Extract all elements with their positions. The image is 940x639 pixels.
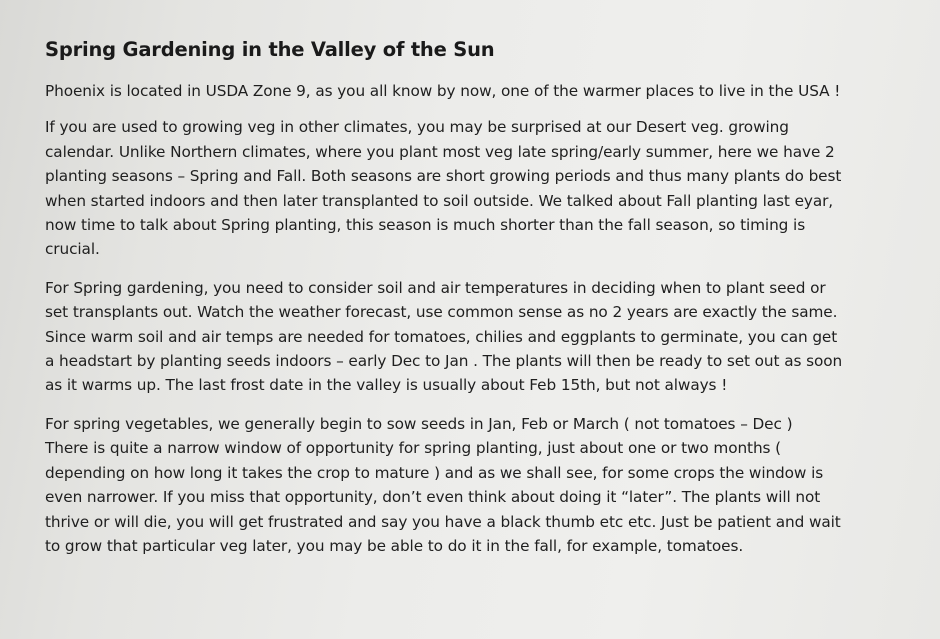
document-title: Spring Gardening in the Valley of the Sun — [45, 38, 495, 61]
paragraph-climate: If you are used to growing veg in other climates, you may be surprised at our Desert veg. growing calendar. Unlike Northern climates, where you plant most veg late spring/early summer, here we have 2 planting seasons – Spring and Fall. Both seasons are short growing periods and thus many plants do best when started indoors and then later transplanted to soil outside. We talked about Fall planting last eyar, now time to talk about Spring planting, this season is much shorter than the fall season, so timing is crucial. — [45, 118, 842, 259]
paragraph-zone: Phoenix is located in USDA Zone 9, as you all know by now, one of the warmer places to live in the USA ! — [45, 82, 841, 100]
paragraph-sowing: For spring vegetables, we generally begin to sow seeds in Jan, Feb or March ( not tomatoes – Dec ) There is quite a narrow window of opportunity for spring planting, just about one or two months ( depending on how long it takes the crop to mature ) and as we shall see, for some crops the window is even narrower. If you miss that opportunity, don’t even think about doing it “later”. The plants will not thrive or will die, you will get frustrated and say you have a black thumb etc etc. Just be patient and wait to grow that particular veg later, you may be able to do it in the fall, for example, tomatoes. — [45, 414, 841, 555]
paragraph-temperatures: For Spring gardening, you need to consider soil and air temperatures in deciding when to plant seed or set transplants out. Watch the weather forecast, use common sense as no 2 years are exactly the same. Since warm soil and air temps are needed for tomatoes, chilies and eggplants to germinate, you can get a headstart by planting seeds indoors – early Dec to Jan . The plants will then be ready to set out as soon as it warms up. The last frost date in the valley is usually about Feb 15th, but not always ! — [45, 278, 843, 395]
